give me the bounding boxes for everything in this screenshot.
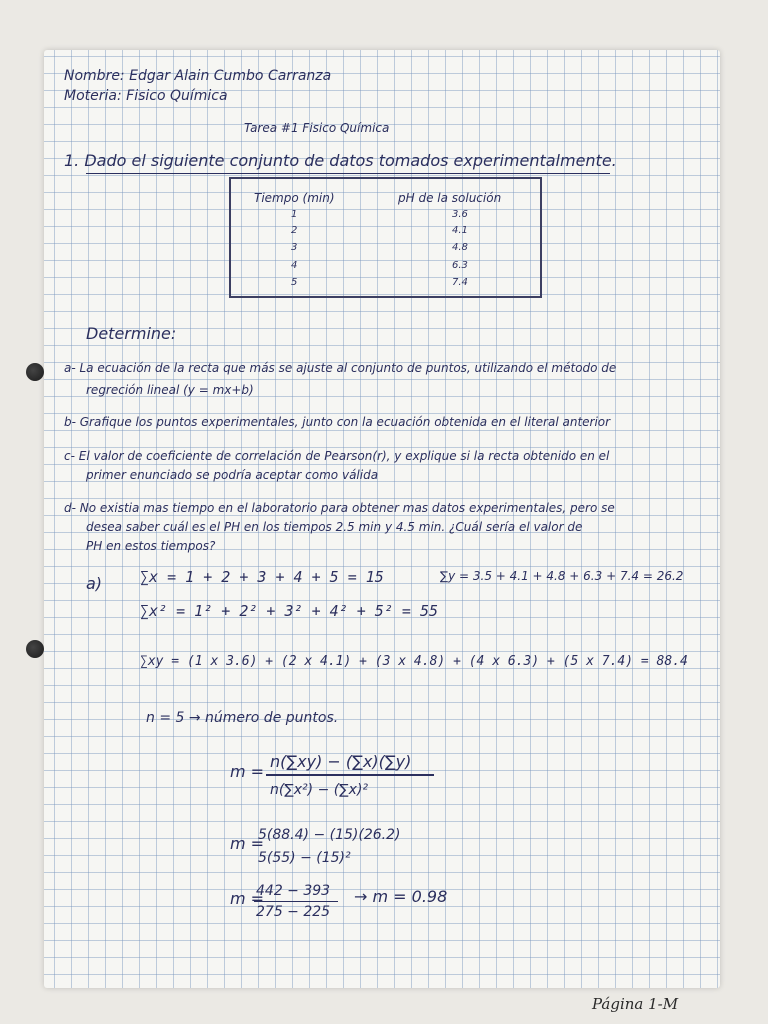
m-calc-numerator: 442 − 393 (256, 883, 331, 899)
sum-x2: ∑x² = 1² + 2² + 3² + 4² + 5² = 55 (140, 602, 439, 620)
item-a-line1: a- La ecuación de la recta que más se ajuste al conjunto de puntos, utilizando el método de (64, 361, 617, 375)
problem-intro: 1. Dado el siguiente conjunto de datos tomados experimentalmente. (64, 151, 617, 170)
m-label: m = (230, 762, 265, 781)
m-result: → m = 0.98 (354, 887, 448, 906)
sum-xy: ∑xy = (1 x 3.6) + (2 x 4.1) + (3 x 4.8) + (4 x 6.3) + (5 x 7.4) = 88.4 (140, 654, 688, 669)
determine-label: Determine: (86, 324, 177, 343)
item-a-line2: regreción lineal (y = mx+b) (86, 383, 254, 397)
m-label: m = (230, 889, 265, 908)
n-line: n = 5 → número de puntos. (146, 710, 339, 726)
item-d-line1: d- No existia mas tiempo en el laboratorio para obtener mas datos experimentales, pero se (64, 501, 615, 515)
table-header-tiempo: Tiempo (min) (254, 191, 335, 205)
subject: Moteria: Fisico Química (64, 88, 228, 104)
binder-hole (26, 363, 44, 381)
table-header-ph: pH de la solución (398, 191, 502, 205)
table-cell-time: 4 (291, 260, 298, 271)
table-cell-ph: 7.4 (452, 277, 468, 288)
table-cell-time: 5 (291, 277, 298, 288)
item-c-line1: c- El valor de coeficiente de correlación de Pearson(r), y explique si la recta obtenido en el (64, 449, 610, 463)
table-cell-ph: 4.8 (452, 242, 468, 253)
assignment-title: Tarea #1 Fisico Química (244, 121, 390, 135)
page-number: Página 1-M (592, 995, 679, 1013)
table-cell-time: 2 (291, 225, 298, 236)
m-formula-numerator: n(∑xy) − (∑x)(∑y) (270, 752, 412, 771)
solution-label-a: a) (86, 574, 103, 593)
sum-x: ∑x = 1 + 2 + 3 + 4 + 5 = 15 (140, 568, 384, 586)
m-calc-denominator: 275 − 225 (256, 904, 331, 920)
m-substituted-denominator: 5(55) − (15)² (258, 850, 351, 866)
table-cell-ph: 3.6 (452, 209, 468, 220)
m-substituted-numerator: 5(88.4) − (15)(26.2) (258, 827, 401, 843)
student-name: Nombre: Edgar Alain Cumbo Carranza (64, 68, 332, 84)
m-label: m = (230, 834, 265, 853)
sum-y: ∑y = 3.5 + 4.1 + 4.8 + 6.3 + 7.4 = 26.2 (440, 569, 684, 583)
fraction-bar (266, 774, 434, 776)
m-formula-denominator: n(∑x²) − (∑x)² (270, 782, 369, 798)
table-cell-ph: 6.3 (452, 260, 468, 271)
table-cell-ph: 4.1 (452, 225, 468, 236)
fraction-bar (254, 901, 338, 902)
table-cell-time: 3 (291, 242, 298, 253)
item-d-line2: desea saber cuál es el PH en los tiempos 2.5 min y 4.5 min. ¿Cuál sería el valor de (86, 520, 583, 534)
item-d-line3: PH en estos tiempos? (86, 539, 216, 553)
item-c-line2: primer enunciado se podría aceptar como válida (86, 468, 379, 482)
item-b: b- Grafique los puntos experimentales, junto con la ecuación obtenida en el literal anterior (64, 415, 611, 429)
binder-hole (26, 640, 44, 658)
table-cell-time: 1 (291, 209, 298, 220)
intro-underline (86, 173, 610, 174)
